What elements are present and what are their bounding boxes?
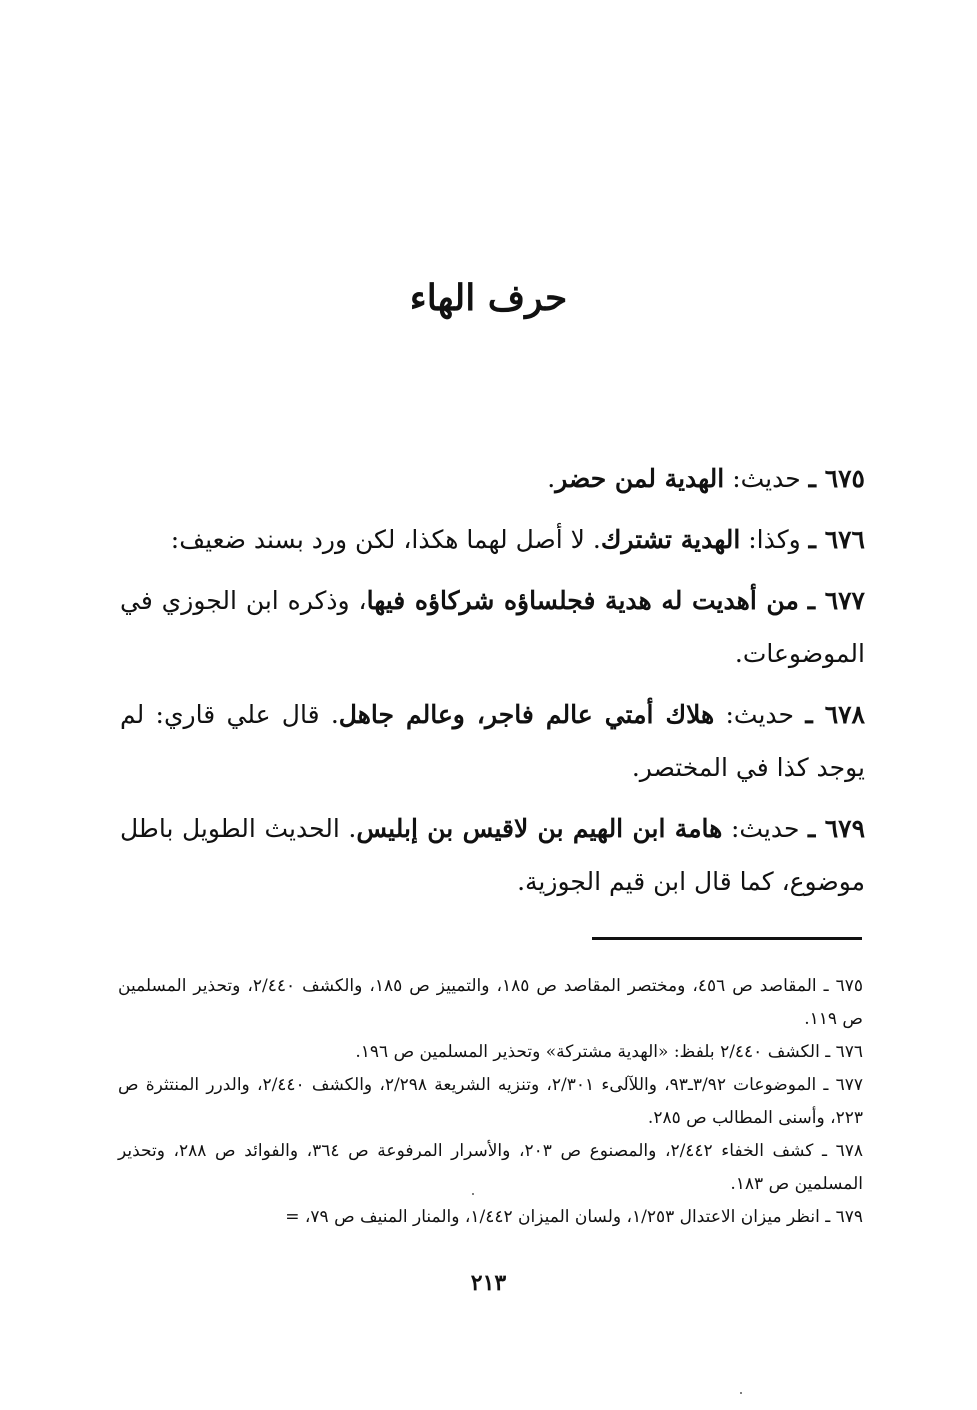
- entries-list: [120, 452, 865, 916]
- footnote-676: [118, 1036, 863, 1069]
- footnote-number: ٦٧٦ ـ: [825, 1042, 863, 1062]
- entry-677: [120, 574, 865, 680]
- footnotes-list: [118, 970, 863, 1234]
- footnote-text: الكشف ٢/٤٤٠ بلفظ: «الهدية مشتركة» وتحذير المسلمين ص ١٩٦.: [355, 1042, 820, 1062]
- footnote-number: ٦٧٩ ـ: [825, 1207, 863, 1227]
- entry-678: [120, 688, 865, 794]
- footnote-text: انظر ميزان الاعتدال ١/٢٥٣، ولسان الميزان ١/٤٤٢، والمنار المنيف ص ٧٩، =: [285, 1207, 820, 1227]
- page-number: ٢١٣: [470, 1270, 507, 1296]
- entry-commentary: . قال علي قاري: لم يوجد كذا في المختصر.: [120, 700, 865, 782]
- scan-speck: [740, 1392, 742, 1394]
- entry-hadith-text: الهدية تشترك: [600, 525, 741, 554]
- entry-commentary: ، وذكره ابن الجوزي في الموضوعات.: [120, 586, 865, 668]
- scan-speck: [472, 1193, 474, 1195]
- entry-lead: وكذا:: [748, 525, 801, 554]
- footnote-679: [118, 1201, 863, 1234]
- entry-hadith-text: من أهديت له هدية فجلساؤه شركاؤه فيها: [366, 586, 799, 615]
- entry-lead: حديث:: [730, 814, 800, 843]
- chapter-title: حرف الهاء: [409, 277, 568, 319]
- entry-lead: حديث:: [732, 464, 801, 493]
- entry-number: ٦٧٩ ـ: [808, 814, 866, 843]
- footnote-text: الموضوعات ٣/٩٢ـ٩٣، واللآلىء ٢/٣٠١، وتنزيه الشريعة ٢/٢٩٨، والكشف ٢/٤٤٠، والدرر المنتثرة ص ٢٢٣، وأسنى المطالب ص ٢٨٥.: [118, 1075, 863, 1128]
- entry-hadith-text: هامة ابن الهيم بن لاقيس بن إبليس: [356, 814, 723, 843]
- entry-number: ٦٧٦ ـ: [808, 525, 865, 554]
- entry-number: ٦٧٨ ـ: [805, 700, 865, 729]
- footnote-text: كشف الخفاء ٢/٤٤٢، والمصنوع ص ٢٠٣، والأسرار المرفوعة ص ٣٦٤، والفوائد ص ٢٨٨، وتحذير المسلمين ص ١٨٣.: [118, 1141, 863, 1194]
- entry-number: ٦٧٥ ـ: [808, 464, 865, 493]
- entry-676: [120, 513, 865, 566]
- footnote-number: ٦٧٨ ـ: [822, 1141, 863, 1161]
- footnote-number: ٦٧٧ ـ: [823, 1075, 863, 1095]
- entry-commentary: .: [547, 464, 556, 493]
- entry-679: [120, 802, 865, 908]
- footnote-677: [118, 1069, 863, 1135]
- entry-lead: حديث:: [725, 700, 795, 729]
- footnote-divider: [592, 937, 862, 940]
- entry-675: [120, 452, 865, 505]
- entry-hadith-text: هلاك أمتي عالم فاجر، وعالم جاهل: [338, 700, 715, 729]
- entry-hadith-text: الهدية لمن حضر: [555, 464, 725, 493]
- entry-number: ٦٧٧ ـ: [807, 586, 865, 615]
- footnote-678: [118, 1135, 863, 1201]
- entry-commentary: . الحديث الطويل باطل موضوع، كما قال ابن قيم الجوزية.: [120, 814, 865, 896]
- entry-commentary: . لا أصل لهما هكذا، لكن ورد بسند ضعيف:: [170, 525, 601, 554]
- footnote-text: المقاصد ص ٤٥٦، ومختصر المقاصد ص ١٨٥، والتمييز ص ١٨٥، والكشف ٢/٤٤٠، وتحذير المسلمين ص ١١٩.: [118, 976, 863, 1029]
- footnote-number: ٦٧٥ ـ: [823, 976, 864, 996]
- footnote-675: [118, 970, 863, 1036]
